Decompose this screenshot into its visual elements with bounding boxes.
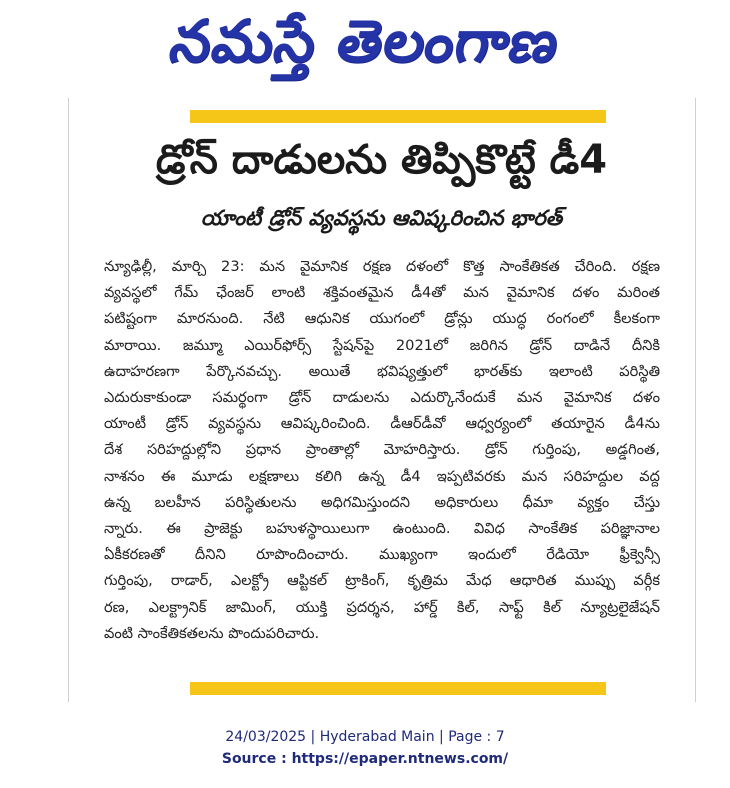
bottom-accent-bar xyxy=(190,682,606,695)
article-line: దేశ సరిహద్దుల్లోని ప్రధాన ప్రాంతాల్లో మోహరిస్తారు. డ్రోన్ గుర్తింపు, అడ్డగింత, xyxy=(104,441,660,459)
article-line: ఉన్న బలహీన పరిస్థితులను అధిగమిస్తుందని అధికారులు ధీమా వ్యక్తం చేస్తు xyxy=(104,493,660,511)
article-line: వ్యవస్థలో గేమ్ ఛేంజర్ లాంటి శక్తివంతమైన డీ4తో మన వైమానిక దళం మరింత xyxy=(104,284,660,302)
article-line: మారాయి. జమ్మూ ఎయిర్‌ఫోర్స్ స్టేషన్‌పై 2021లో జరిగిన డ్రోన్ దాడినే దీనికి xyxy=(104,336,660,354)
article-line: పటిష్టంగా మారనుంది. నేటి ఆధునిక యుగంలో డ్రోన్లు యుద్ధ రంగంలో కీలకంగా xyxy=(104,310,660,328)
newspaper-logo: నమస్తే తెలంగాణ xyxy=(165,7,565,75)
masthead xyxy=(0,0,730,90)
source-link[interactable]: Source : https://epaper.ntnews.com/ xyxy=(221,751,509,767)
edition-info: 24/03/2025 | Hyderabad Main | Page : 7 xyxy=(225,729,505,745)
article-line: యాంటీ డ్రోన్ వ్యవస్థను ఆవిష్కరించింది. డీఆర్‌డీవో ఆధ్వర్యంలో తయారైన డీ4ను xyxy=(104,415,660,433)
article-line: న్యూఢిల్లీ, మార్చి 23: మన వైమానిక రక్షణ దళంలో కొత్త సాంకేతికత చేరింది. రక్షణ xyxy=(104,258,660,275)
page-footer xyxy=(0,726,730,770)
article-line: రణ, ఎలక్ట్రానిక్ జామింగ్, యుక్తి ప్రదర్శన, హార్డ్ కిల్, సాఫ్ట్ కిల్ న్యూట్రలైజేషన్ xyxy=(104,598,660,616)
article-line: న్నారు. ఈ ప్రాజెక్టు బహుళస్థాయిలుగా ఉంటుంది. వివిధ సాంకేతిక పరిజ్ఞానాల xyxy=(104,520,660,538)
article-line: ఎదురుకాకుండా సమర్థంగా డ్రోన్ దాడులను ఎదుర్కొనేందుకే మన వైమానిక దళం xyxy=(104,389,660,407)
article-subheadline: యాంటీ డ్రోన్ వ్యవస్థను ఆవిష్కరించిన భారత్ xyxy=(200,206,563,230)
article-line: ఏకీకరణతో దీనిని రూపొందించారు. ముఖ్యంగా ఇందులో రేడియో ఫ్రీక్వెన్సీ xyxy=(104,546,660,564)
top-accent-bar xyxy=(190,110,606,123)
article-body xyxy=(104,254,660,674)
article-line: ఉదాహరణగా పేర్కొనవచ్చు. అయితే భవిష్యత్తులో భారత్‌కు ఇలాంటి పరిస్థితి xyxy=(104,362,660,380)
article-headline: డ్రోన్ దాడులను తిప్పికొట్టే డీ4 xyxy=(155,137,608,183)
article-line: నాశనం ఈ మూడు లక్షణాలు కలిగి ఉన్న డీ4 ఇప్పటివరకు మన సరిహద్దుల వద్ద xyxy=(104,467,660,485)
article-line: గుర్తింపు, రాడార్, ఎలక్ట్రో ఆప్టికల్ ట్రాకింగ్, కృత్రిమ మేధ ఆధారిత ముప్పు వర్గీక xyxy=(104,572,660,590)
article-line: వంటి సాంకేతికతలను పొందుపరిచారు. xyxy=(104,624,320,642)
